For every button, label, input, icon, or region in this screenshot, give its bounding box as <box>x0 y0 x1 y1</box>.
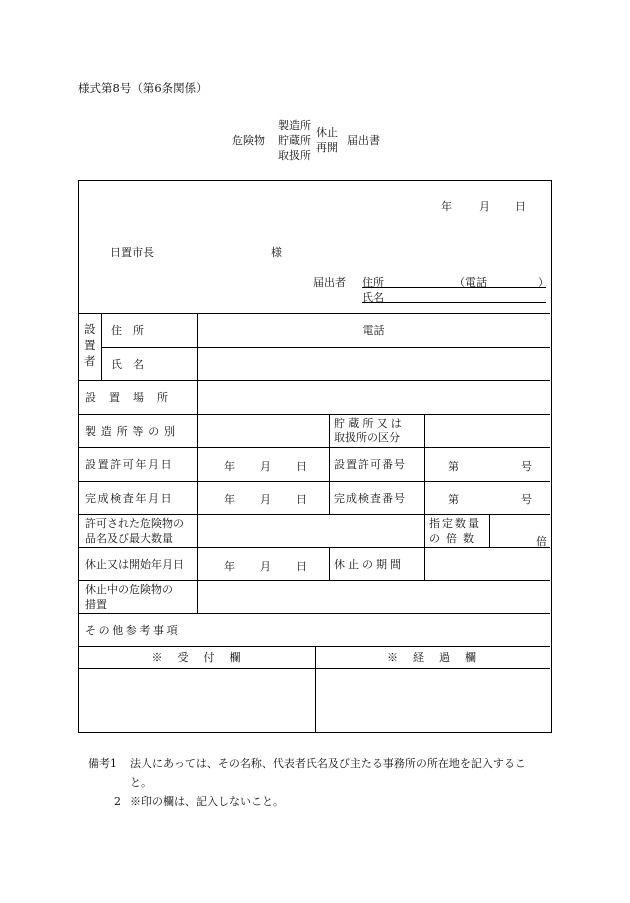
inspection-date-label: 完成検査年月日 <box>85 491 174 505</box>
rule <box>489 514 490 547</box>
notifier-name-label: 氏名 <box>362 291 384 304</box>
rule <box>424 514 425 580</box>
suspend-date-label: 休止又は開始年月日 <box>85 557 184 571</box>
hazmat-label: 許可された危険物の 品名及び最大数量 <box>85 517 184 545</box>
notifier-phone-close: ） <box>538 276 549 289</box>
title-suffix: 届出書 <box>347 134 380 147</box>
notifier-label: 届出者 <box>313 276 346 289</box>
installer-address-label: 住 所 <box>111 324 144 337</box>
rule <box>197 313 198 613</box>
note-1-cont: と。 <box>130 776 152 789</box>
quantity-ratio-label: 指定数量 の倍数 <box>429 517 481 545</box>
measures-label: 休止中の危険物の 措置 <box>85 583 173 611</box>
rule <box>79 514 550 515</box>
permit-year: 年 <box>224 460 235 473</box>
note-2-text: ※印の欄は、記入しないこと。 <box>130 795 284 808</box>
permit-month: 月 <box>260 460 271 473</box>
title-subject: 危険物 <box>232 134 265 147</box>
notifier-address-field[interactable] <box>362 273 546 288</box>
rule <box>424 414 425 514</box>
times-unit: 倍 <box>536 535 547 548</box>
addressee: 日置市長 <box>110 246 154 259</box>
title-facility-2: 貯蔵所 <box>278 134 311 147</box>
reception-header: ※ 受 付 欄 <box>151 651 243 664</box>
notes <box>88 754 558 811</box>
form-title <box>232 116 402 164</box>
suspend-year: 年 <box>224 560 235 573</box>
notifier-name-field[interactable] <box>362 288 546 303</box>
installer-name-label: 氏 名 <box>111 357 144 371</box>
title-facility-1: 製造所 <box>278 119 311 132</box>
installer-phone-label: 電話 <box>362 324 385 337</box>
other-label: その他参考事項 <box>85 623 181 637</box>
inspection-day: 日 <box>296 493 307 506</box>
form-frame <box>78 180 552 733</box>
installer-label: 設置者 <box>84 322 96 368</box>
location-label: 設置場所 <box>85 391 181 404</box>
permit-no-suffix: 号 <box>521 460 532 473</box>
permit-date-label: 設置許可年月日 <box>85 458 174 471</box>
reception-area <box>80 669 314 731</box>
note-1-label: 備考1 <box>88 757 117 770</box>
facility-type-label: 製造所等の別 <box>85 424 180 438</box>
date-month: 月 <box>479 200 490 213</box>
storage-type-label: 貯蔵所又は 取扱所の区分 <box>334 417 405 444</box>
inspection-year: 年 <box>224 493 235 506</box>
form-number: 様式第8号（第6条関係） <box>78 81 208 95</box>
inspection-no-prefix: 第 <box>448 493 459 506</box>
date-day: 日 <box>515 200 526 213</box>
permit-no-prefix: 第 <box>448 460 459 473</box>
rule <box>329 414 330 514</box>
progress-header: ※ 経 過 欄 <box>387 651 478 664</box>
note-1-text: 法人にあっては、その名称、代表者氏名及び主たる事務所の所在地を記入するこ <box>130 757 526 770</box>
date-year: 年 <box>441 200 452 213</box>
inspection-month: 月 <box>260 493 271 506</box>
rule <box>329 547 330 580</box>
permit-day: 日 <box>296 460 307 473</box>
suspend-period-label: 休止の期間 <box>334 557 404 571</box>
inspection-number-label: 完成検査番号 <box>334 491 406 505</box>
permit-number-label: 設置許可番号 <box>334 458 406 471</box>
title-facility-3: 取扱所 <box>278 149 311 162</box>
suspend-month: 月 <box>260 560 271 573</box>
title-action-1: 休止 <box>316 126 338 139</box>
note-2-label: 2 <box>114 795 121 808</box>
progress-area <box>316 669 549 731</box>
notifier-phone-label: （電話 <box>454 276 487 289</box>
rule <box>79 580 550 581</box>
notifier-address-label: 住所 <box>362 276 384 289</box>
honorific: 様 <box>271 246 282 259</box>
inspection-no-suffix: 号 <box>521 493 532 506</box>
suspend-day: 日 <box>296 560 307 573</box>
rule <box>101 313 102 380</box>
title-action-2: 再開 <box>316 141 338 154</box>
